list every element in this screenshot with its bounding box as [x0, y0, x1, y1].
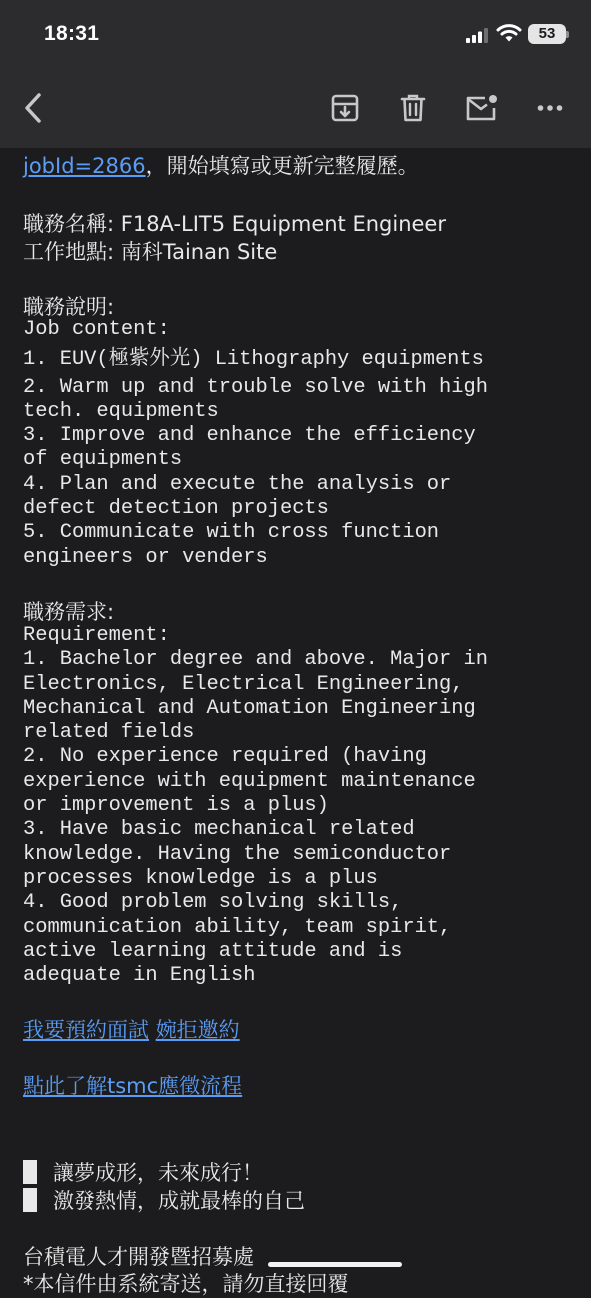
desc-line: engineers or venders: [23, 545, 268, 569]
schedule-interview-link[interactable]: 我要預約面試: [23, 1018, 149, 1042]
trash-icon: [399, 93, 427, 123]
slogan-line-2: [23, 1185, 305, 1215]
req-line: adequate in English: [23, 964, 256, 988]
mark-unread-button[interactable]: [462, 88, 502, 128]
status-bar: [0, 0, 591, 70]
signature: 台積電人才開發暨招募處: [23, 1245, 254, 1269]
process-link-line: [23, 1070, 242, 1100]
slogan-line-1: [23, 1157, 263, 1187]
job-description-lines: [23, 318, 488, 570]
req-line: experience with equipment maintenance: [23, 769, 476, 793]
req-line: processes knowledge is a plus: [23, 866, 378, 890]
req-line: related fields: [23, 721, 195, 745]
desc-line: defect detection projects: [23, 497, 329, 521]
req-line: knowledge. Having the semiconductor: [23, 842, 452, 866]
req-line: Electronics, Electrical Engineering,: [23, 672, 464, 696]
desc-line: 4. Plan and execute the analysis or: [23, 472, 452, 496]
footer-note: *本信件由系統寄送，請勿直接回覆: [23, 1272, 349, 1296]
slogan-text: 讓夢成形，未來成行！: [53, 1161, 263, 1185]
more-horizontal-icon: [537, 104, 563, 112]
chevron-left-icon: [22, 92, 44, 124]
decline-invitation-link[interactable]: 婉拒邀約: [155, 1018, 240, 1042]
work-location: 工作地點: 南科Tainan Site: [23, 240, 278, 264]
req-line: or improvement is a plus): [23, 794, 329, 818]
archive-icon: [330, 93, 360, 123]
requirements-heading: 職務需求:: [23, 600, 115, 624]
battery-nub: [566, 31, 569, 38]
desc-line: of equipments: [23, 448, 183, 472]
archive-button[interactable]: [325, 88, 365, 128]
slogan-text: 激發熱情，成就最棒的自己: [53, 1189, 305, 1213]
delete-button[interactable]: [393, 88, 433, 128]
req-line: 2. No experience required (having: [23, 745, 427, 769]
apply-text: ，開始填寫或更新完整履歷。: [145, 154, 419, 178]
desc-line: 5. Communicate with cross function: [23, 521, 440, 545]
desc-line: 3. Improve and enhance the efficiency: [23, 424, 476, 448]
more-options-button[interactable]: [530, 88, 570, 128]
req-line: Requirement:: [23, 624, 170, 647]
position-title: 職務名稱: F18A-LIT5 Equipment Engineer: [23, 212, 446, 236]
tsmc-process-link[interactable]: 點此了解tsmc應徵流程: [23, 1074, 243, 1098]
desc-line: tech. equipments: [23, 399, 219, 423]
wifi-icon: [497, 23, 521, 43]
requirements-lines: [23, 624, 488, 988]
req-line: Mechanical and Automation Engineering: [23, 696, 476, 720]
status-time: 18:31: [44, 22, 100, 45]
battery-indicator: 53: [528, 24, 566, 44]
desc-line: 1. EUV(極紫外光) Lithography equipments: [23, 348, 484, 372]
back-button[interactable]: [13, 88, 53, 128]
req-line: communication ability, team spirit,: [23, 915, 452, 939]
email-toolbar: [0, 70, 591, 148]
req-line: active learning attitude and is: [23, 939, 403, 963]
home-indicator[interactable]: [268, 1262, 402, 1267]
cellular-signal-icon: [466, 28, 490, 43]
block-bullet: [23, 1160, 37, 1184]
req-line: 3. Have basic mechanical related: [23, 818, 415, 842]
interview-links: [23, 1014, 240, 1044]
job-description-heading: 職務說明:: [23, 295, 115, 319]
req-line: 1. Bachelor degree and above. Major in: [23, 648, 488, 672]
apply-line: [23, 150, 419, 180]
job-id-link[interactable]: jobId=2866: [23, 154, 146, 178]
desc-line: Job content:: [23, 318, 170, 341]
desc-line: 2. Warm up and trouble solve with high: [23, 375, 488, 399]
req-line: 4. Good problem solving skills,: [23, 891, 403, 915]
block-bullet: [23, 1188, 37, 1212]
mark-unread-icon: [465, 94, 499, 122]
